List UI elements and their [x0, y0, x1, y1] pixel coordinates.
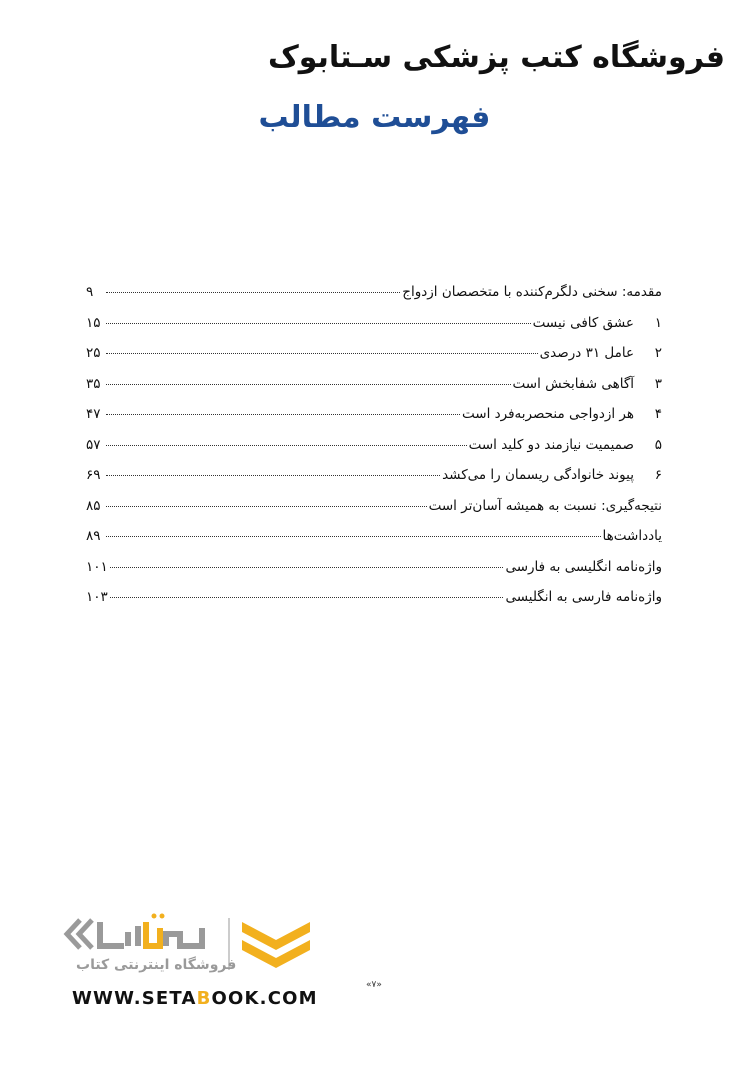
toc-entry-page: ۱۰۳	[86, 589, 108, 605]
toc-entry-page: ۱۵	[86, 314, 101, 331]
toc-entry-title: واژه‌نامه انگلیسی به فارسی	[505, 558, 662, 575]
dot-leader	[106, 475, 440, 476]
dot-leader	[110, 597, 504, 598]
toc-entry[interactable]	[86, 589, 662, 620]
toc-entry-page: ۸۹	[86, 528, 101, 544]
toc-entry-page: ۴۷	[86, 406, 101, 422]
chapter-number: ۲	[654, 345, 662, 361]
toc-entry-page: ۶۹	[86, 467, 101, 483]
toc-entry-page: ۱۰۱	[86, 558, 108, 575]
dot-leader	[106, 384, 511, 385]
toc-entry[interactable]	[86, 345, 662, 376]
chapter-number: ۱	[654, 314, 662, 331]
toc-entry[interactable]	[86, 406, 662, 437]
toc-entry-title: نتیجه‌گیری: نسبت به همیشه آسان‌تر است	[428, 497, 662, 514]
toc-entry[interactable]	[86, 284, 662, 315]
toc-entry[interactable]	[86, 437, 662, 468]
logo-subtitle: فروشگاه اینترنتی کتاب	[76, 957, 237, 973]
toc-heading: فهرست مطالب	[258, 100, 491, 135]
toc-entry-page: ۹	[86, 284, 94, 300]
toc-entry-title: واژه‌نامه فارسی به انگلیسی	[505, 589, 662, 605]
dot-leader	[106, 536, 601, 537]
toc-entry-title: مقدمه: سخنی دلگرم‌کننده با متخصصان ازدواج	[402, 284, 662, 300]
setabook-logo	[62, 912, 322, 1022]
toc-entry[interactable]	[86, 528, 662, 559]
toc-entry-page: ۲۵	[86, 345, 101, 361]
url-accent-letter: B	[196, 988, 212, 1009]
dot-leader	[110, 567, 504, 568]
toc-entry-page: ۵۷	[86, 436, 101, 453]
toc-entry-title: هر ازدواجی منحصربه‌فرد است	[462, 406, 634, 422]
url-part: OOK.COM	[211, 988, 318, 1009]
store-title: فروشگاه کتب پزشکی سـتابوک	[268, 40, 725, 75]
url-part: WWW.SETA	[72, 988, 197, 1009]
toc-entry-title: عشق کافی نیست	[532, 314, 634, 331]
chapter-number: ۶	[654, 467, 662, 483]
dot-leader	[106, 506, 427, 507]
toc-entry-title: صمیمیت نیازمند دو کلید است	[468, 436, 634, 453]
toc-entry-title: یادداشت‌ها	[602, 528, 662, 544]
page-number: «۷»	[366, 980, 382, 990]
toc-entry-title: پیوند خانوادگی ریسمان را می‌کشد	[442, 467, 634, 483]
toc-entry-title: آگاهی شفابخش است	[512, 375, 634, 392]
chapter-number: ۵	[654, 436, 662, 453]
toc-entry[interactable]	[86, 559, 662, 590]
chapter-number: ۳	[654, 375, 662, 392]
dot-leader	[106, 292, 400, 293]
toc-entry[interactable]	[86, 376, 662, 407]
toc-entry-page: ۳۵	[86, 375, 101, 392]
toc-entry[interactable]	[86, 467, 662, 498]
toc-entry[interactable]	[86, 315, 662, 346]
chapter-number: ۴	[654, 406, 662, 422]
table-of-contents	[86, 284, 662, 620]
toc-entry-page: ۸۵	[86, 497, 101, 514]
dot-leader	[106, 353, 538, 354]
dot-leader	[106, 414, 460, 415]
website-url[interactable]	[72, 988, 318, 1009]
dot-leader	[106, 445, 467, 446]
toc-entry[interactable]	[86, 498, 662, 529]
dot-leader	[106, 323, 531, 324]
toc-entry-title: عامل ۳۱ درصدی	[539, 345, 634, 361]
